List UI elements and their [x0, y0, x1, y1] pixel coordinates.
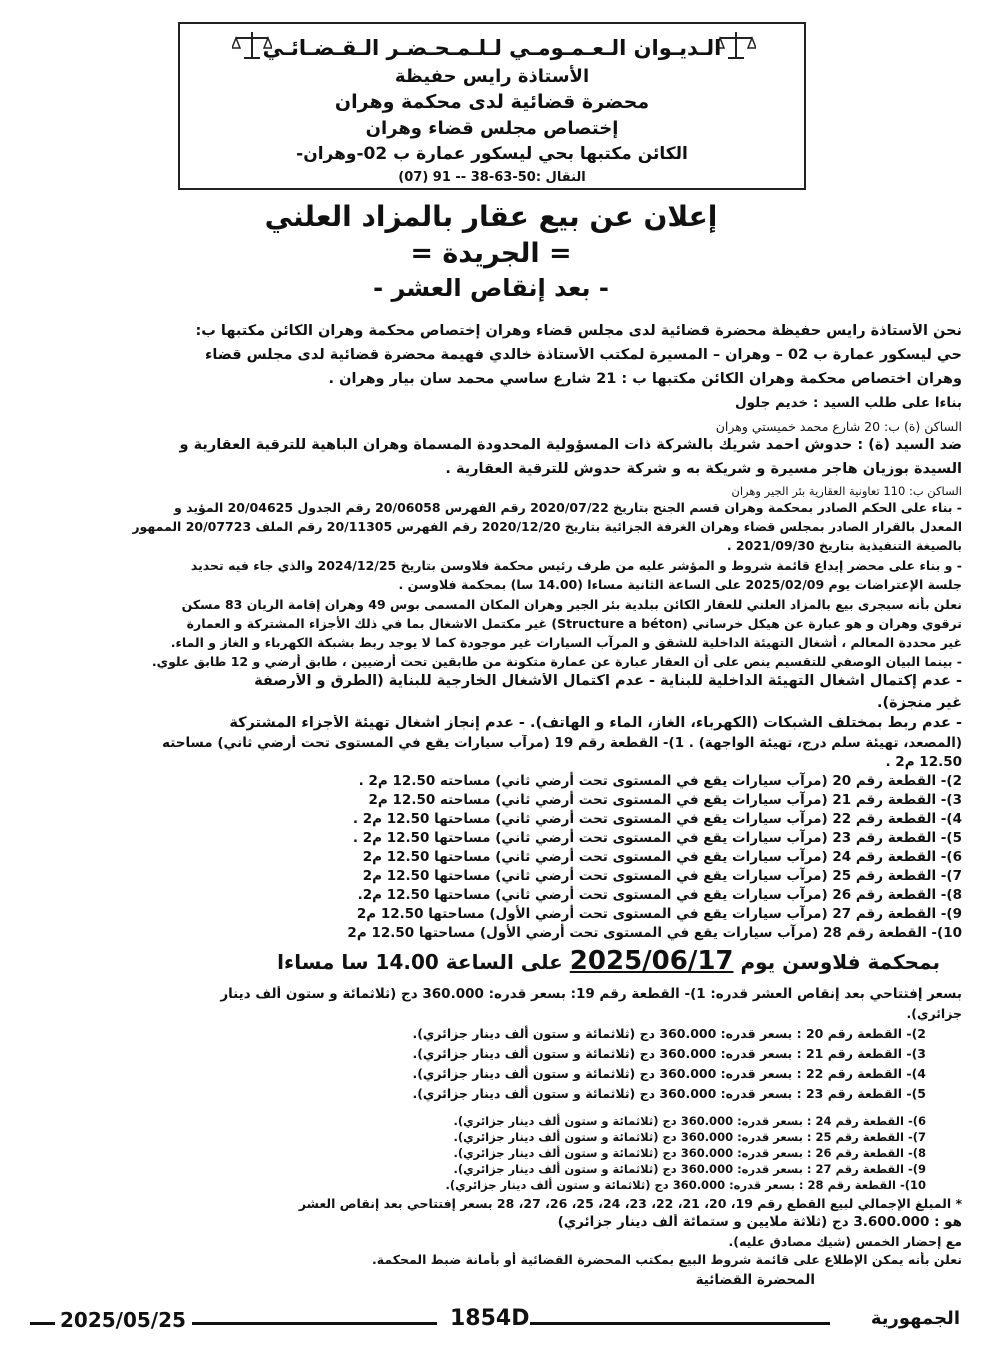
defendant: ضد السيد (ة) : حدوش احمد شريك بالشركة ذات المسؤولية المحدودة المسماة وهران الباهية للترقية العقارية و	[179, 437, 962, 453]
lot-price-list	[22, 1026, 962, 1196]
paragraph: نحن الأستاذة رايس حفيظة محضرة قضائية لدى مجلس قضاء وهران إختصاص محكمة وهران الكائن مكتبها ب:	[195, 323, 962, 339]
paragraph: - و بناء على محضر إيداع قائمة شروط و المؤشر عليه من طرف رئيس محكمة فلاوسن بتاريخ 2024/12/25 والذي جاء فيه تحديد	[190, 558, 962, 573]
paragraph: بالصيغة التنفيذية بتاريخ 2021/09/30 .	[726, 538, 962, 553]
opening-price-intro: بسعر إفتتاحي بعد إنقاص العشر قدره: 1)- القطعة رقم 19: بسعر قدره: 360.000 دج (ثلاثمائة و ستون ألف دينار	[220, 986, 962, 1002]
list-item: 2)- القطعة رقم 20 (مرآب سيارات يقع في المستوى تحت أرضي ثاني) مساحته 12.50 م2 .	[358, 773, 962, 789]
newspaper-logo: الجمهورية	[870, 1308, 960, 1329]
paragraph: ترقوي وهران و هو عبارة عن هيكل خرساني (Structure a béton) غير مكتمل الاشغال بما في ذلك الأجزاء المشتركة و العمارة	[186, 616, 962, 631]
list-item: 9)- القطعة رقم 27 (مرآب سيارات يقع في المستوى تحت أرضي الأول) مساحتها 12.50 م2	[356, 906, 962, 922]
property-description: نعلن بأنه سيجرى بيع بالمزاد العلني للعقار الكائن ببلدية بئر الجير وهران المكان المسمى بوس 49 وهران إقامة الريان 83 مسكن	[181, 597, 962, 612]
after-reduction-label: - بعد إنقاص العشر -	[373, 274, 609, 302]
sale-date: 2025/06/17	[569, 946, 734, 976]
list-item: 8)- القطعة رقم 26 (مرآب سيارات يقع في المستوى تحت أرضي ثاني) مساحتها 12.50 م2.	[357, 887, 962, 903]
footer-rule	[30, 1322, 55, 1325]
bailiff-title: محضرة قضائية لدى محكمة وهران	[334, 91, 650, 113]
office-phone: النقال :50-63-38 -- 91 (07)	[398, 170, 586, 185]
paragraph: جلسة الإعتراضات يوم 2025/02/09 على الساعة الثانية مساءا (14.00 سا) بمحكمة فلاوسن .	[398, 577, 962, 592]
list-item: 7)- القطعة رقم 25 (مرآب سيارات يقع في المستوى تحت أرضي ثاني) مساحتها 12.50 م2	[362, 868, 962, 884]
list-item: 4)- القطعة رقم 22 (مرآب سيارات يقع في المستوى تحت أرضي ثاني) مساحتها 12.50 م2 .	[352, 811, 962, 827]
total-price-amount: هو : 3.600.000 دج (ثلاثة ملايين و ستمائة ألف دينار جزائري)	[557, 1214, 962, 1230]
paragraph: - بينما البيان الوصفي للتقسيم ينص على أن العقار عبارة عن عمارة متكونة من طابقين تحت أرضيين ، طابق أرضي و 12 طابق علوي.	[151, 654, 962, 669]
office-address: الكائن مكتبها بحي ليسكور عمارة ب 02-وهران-	[296, 144, 688, 164]
header-box	[178, 22, 806, 190]
list-item: 10)- القطعة رقم 28 (مرآب سيارات يقع في المستوى تحت أرضي الأول) مساحتها 12.50 م2	[347, 925, 962, 941]
bailiff-name: الأستاذة رايس حفيظة	[394, 66, 590, 87]
deposit-note: مع إحضار الخمس (شيك مصادق عليه).	[728, 1234, 962, 1249]
paragraph: غير منجزة).	[877, 695, 962, 711]
jurisdiction: إختصاص مجلس قضاء وهران	[365, 118, 619, 139]
list-item: 5)- القطعة رقم 23 : بسعر قدره: 360.000 دج (ثلاثمائة و ستون ألف دينار جزائري).	[412, 1086, 926, 1101]
paragraph: (المصعد، تهيئة سلم درج، تهيئة الواجهة) . 1)- القطعة رقم 19 (مرآب سيارات يقع في المستوى تحت أرضي ثاني) مساحته	[162, 735, 962, 751]
list-item: 10)- القطعة رقم 28 : بسعر قدره: 360.000 دج (ثلاثمائة و ستون ألف دينار جزائري).	[445, 1178, 926, 1192]
publication-date: 2025/05/25	[60, 1308, 186, 1332]
signature-title: المحضرة القضائية	[695, 1272, 815, 1288]
total-price: * المبلغ الإجمالي لبيع القطع رقم 19، 20، 21، 22، 23، 24، 25، 26، 27، 28 بسعر إفتتاحي بعد إنقاص العشر	[298, 1196, 962, 1211]
paragraph: المعدل بالقرار الصادر بمجلس قضاء وهران الغرفة الجزائية بتاريخ 2020/12/20 رقم الفهرس 20/11305 رقم الملف 20/07723 الممهور	[132, 519, 962, 534]
paragraph: السيدة بوزيان هاجر مسيرة و شريكة به و شركة حدوش للترقية العقارية .	[445, 461, 962, 477]
list-item: 6)- القطعة رقم 24 : بسعر قدره: 360.000 دج (ثلاثمائة و ستون ألف دينار جزائري).	[453, 1114, 926, 1128]
announcement-title: إعلان عن بيع عقار بالمزاد العلني	[264, 200, 718, 233]
announcement-title-block	[248, 200, 734, 310]
defendant-address: الساكن ب: 110 تعاونية العقارية بئر الجير وهران	[731, 484, 962, 498]
requester: بناءا على طلب السيد : خديم جلول	[734, 395, 962, 411]
paragraph: - عدم ربط بمختلف الشبكات (الكهرباء، الغاز، الماء و الهاتف). - عدم إنجاز أشغال تهيئة الأجزاء المشتركة	[229, 715, 962, 731]
list-item: 3)- القطعة رقم 21 (مرآب سيارات يقع في المستوى تحت أرضي ثاني) مساحته 12.50 م2	[368, 792, 962, 808]
paragraph: غير محددة المعالم ، أشغال التهيئة الداخلية للشقق و المرآب السيارات غير موجودة كما لا يوجد ربط بشبكة الكهرباء و الغاز و الماء.	[170, 635, 962, 650]
conditions-note: نعلن بأنه يمكن الإطلاع على قائمة شروط البيع بمكتب المحضرة القضائية أو بأمانة ضبط المحكمة.	[372, 1252, 962, 1267]
requester-address: الساكن (ة) ب: 20 شارع محمد خميستي وهران	[715, 419, 962, 434]
lot-area-list	[22, 773, 962, 943]
paragraph: جزائري).	[906, 1006, 962, 1021]
newspaper-label: = الجريدة =	[410, 238, 572, 269]
list-item: 8)- القطعة رقم 26 : بسعر قدره: 360.000 دج (ثلاثمائة و ستون ألف دينار جزائري).	[453, 1146, 926, 1160]
paragraph: حي ليسكور عمارة ب 02 – وهران – المسيرة لمكتب الأستاذة خالدي فهيمة محضرة قضائية لدى مجلس قضاء	[204, 347, 962, 363]
sale-court: بمحكمة فلاوسن يوم	[740, 950, 940, 974]
paragraph: - عدم إكتمال أشغال التهيئة الداخلية للبناية - عدم اكتمال الأشغال الخارجية للبناية (الطرق و الأرصفة	[254, 673, 962, 689]
paragraph: 12.50 م2 .	[885, 754, 962, 770]
list-item: 4)- القطعة رقم 22 : بسعر قدره: 360.000 دج (ثلاثمائة و ستون ألف دينار جزائري).	[412, 1066, 926, 1081]
paragraph: - بناء على الحكم الصادر بمحكمة وهران قسم الجنح بتاريخ 2020/07/22 رقم الفهرس 20/06058 رقم الجدول 20/04625 المؤيد و	[174, 500, 962, 515]
list-item: 9)- القطعة رقم 27 : بسعر قدره: 360.000 دج (ثلاثمائة و ستون ألف دينار جزائري).	[453, 1162, 926, 1176]
sale-time: على الساعة 14.00 سا مساءا	[277, 950, 563, 974]
footer-rule	[530, 1322, 830, 1325]
sale-date-line	[200, 946, 940, 976]
paragraph: وهران اختصاص محكمة وهران الكائن مكتبها ب : 21 شارع ساسي محمد سان بيار وهران .	[328, 371, 962, 387]
list-item: 2)- القطعة رقم 20 : بسعر قدره: 360.000 دج (ثلاثمائة و ستون ألف دينار جزائري).	[412, 1026, 926, 1041]
list-item: 6)- القطعة رقم 24 (مرآب سيارات يقع في المستوى تحت أرضي ثاني) مساحتها 12.50 م2	[362, 849, 962, 865]
announcement-code: 1854D	[450, 1306, 530, 1331]
office-name: الـديـوان الـعـمـومـي لـلـمـحـضـر الـقـضـائـي	[262, 36, 722, 60]
list-item: 5)- القطعة رقم 23 (مرآب سيارات يقع في المستوى تحت أرضي ثاني) مساحتها 12.50 م2 .	[352, 830, 962, 846]
list-item: 3)- القطعة رقم 21 : بسعر قدره: 360.000 دج (ثلاثمائة و ستون ألف دينار جزائري).	[412, 1046, 926, 1061]
list-item: 7)- القطعة رقم 25 : بسعر قدره: 360.000 دج (ثلاثمائة و ستون ألف دينار جزائري).	[453, 1130, 926, 1144]
footer-rule	[192, 1322, 437, 1325]
